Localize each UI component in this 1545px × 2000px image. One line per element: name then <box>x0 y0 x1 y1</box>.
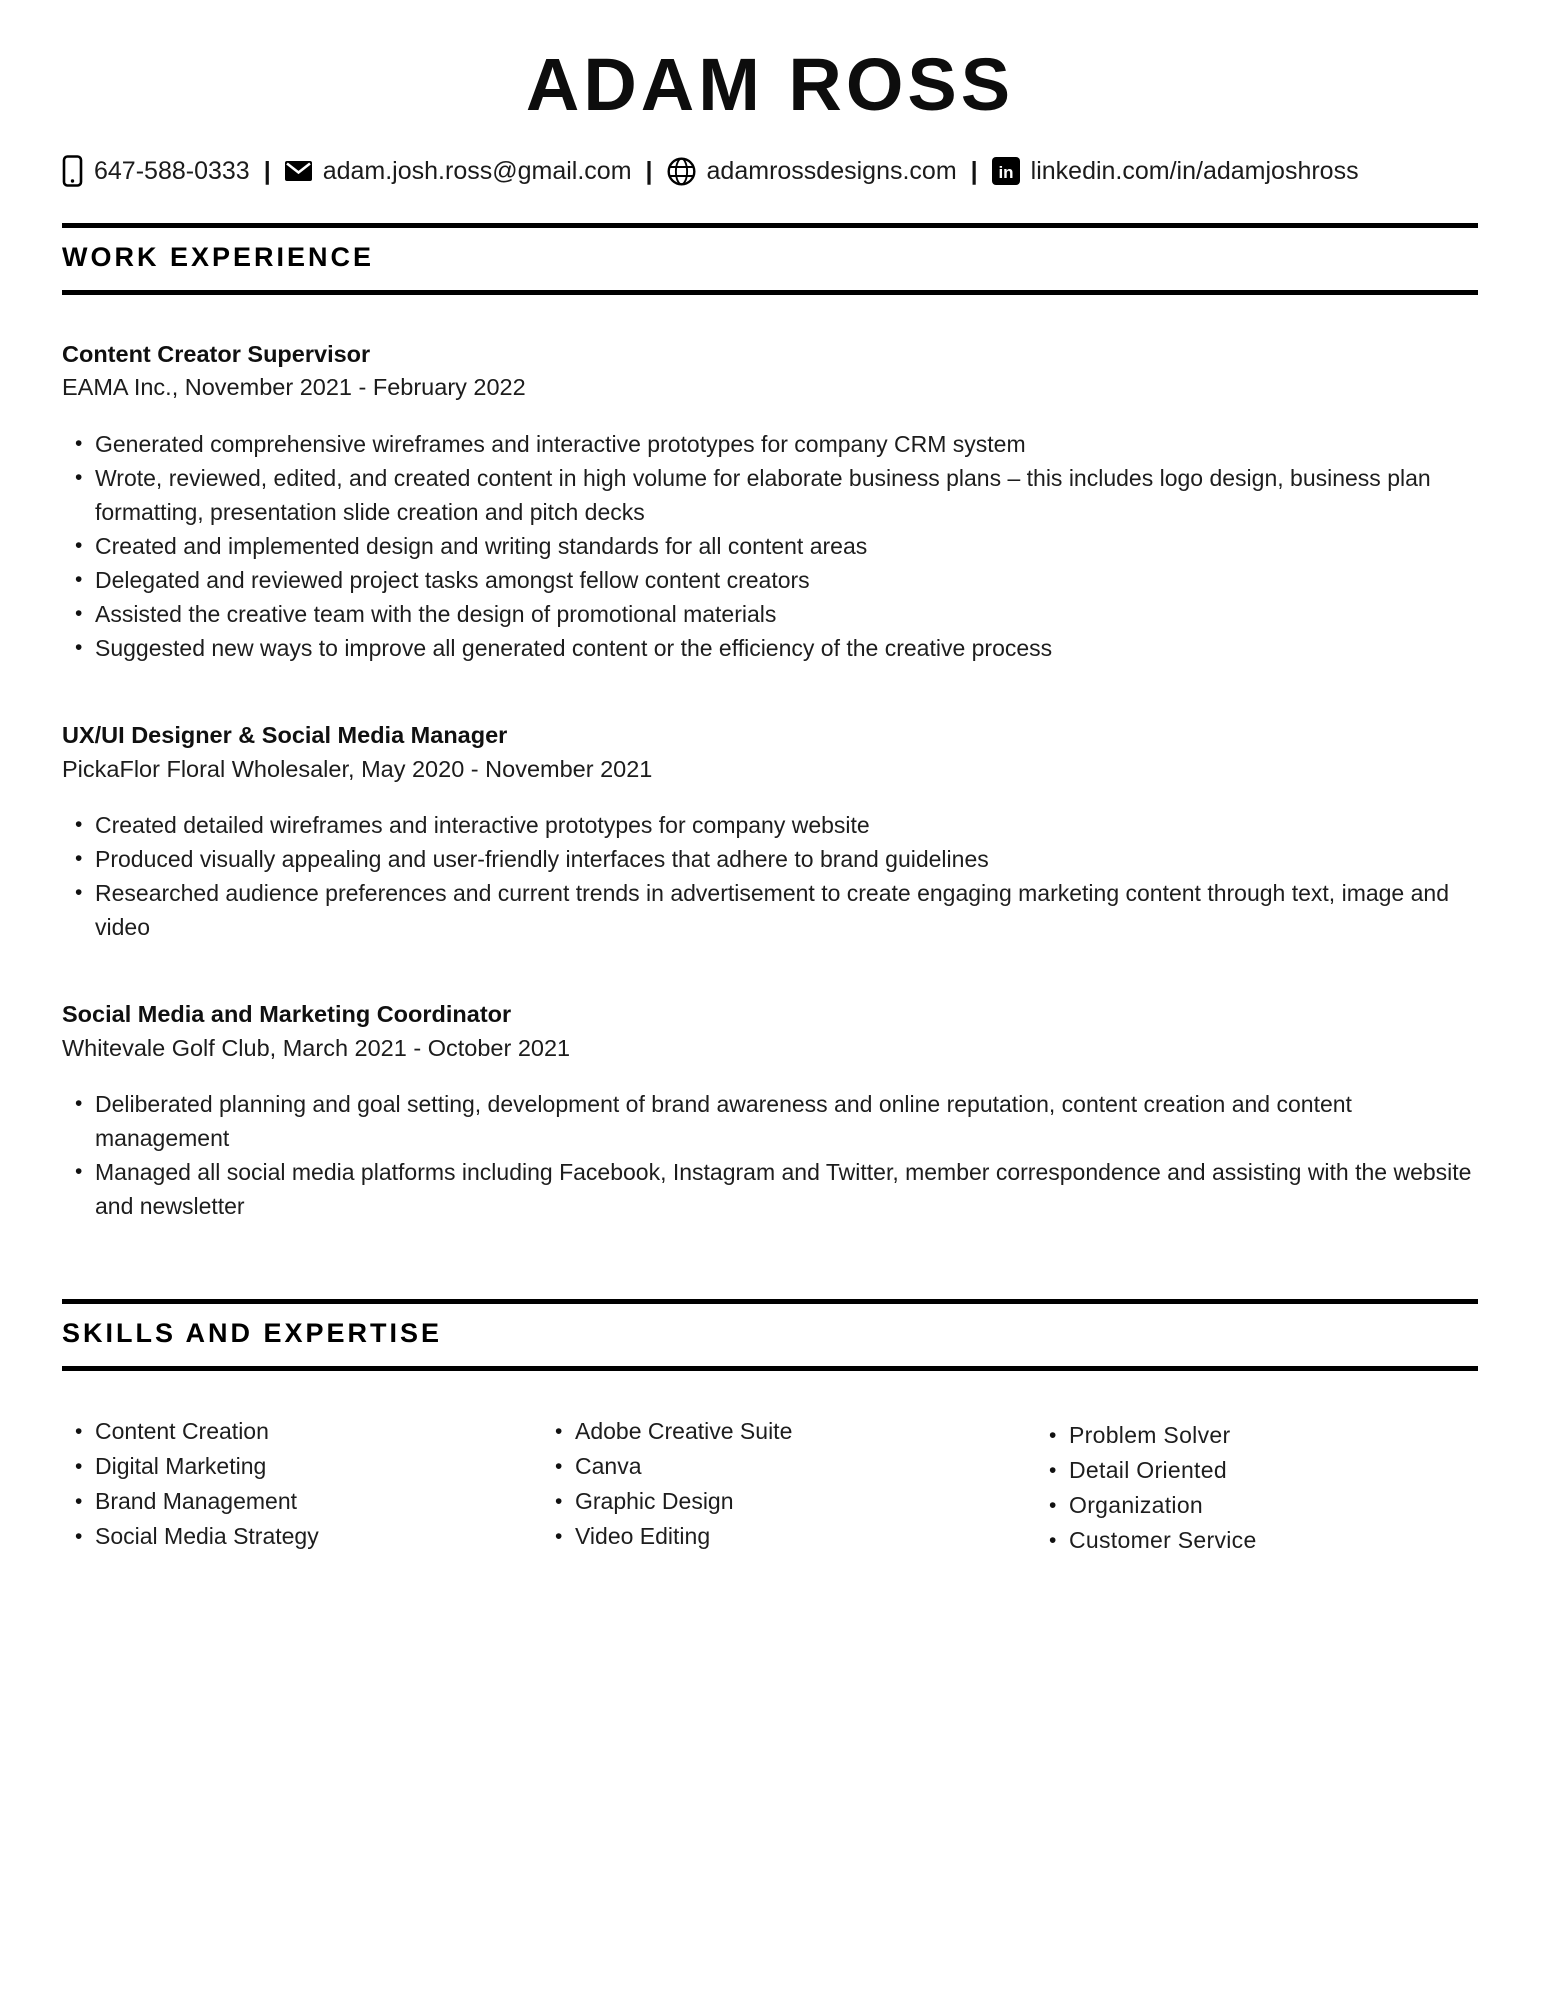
job-bullet: • Deliberated planning and goal setting, development of brand awareness and online reputation, content creation and content management <box>62 1087 1478 1155</box>
job-bullet-list <box>62 808 1478 944</box>
job-bullet: • Created detailed wireframes and interactive prototypes for company website <box>62 808 1478 842</box>
job-bullet: • Generated comprehensive wireframes and interactive prototypes for company CRM system <box>62 427 1478 461</box>
website-icon <box>667 157 696 186</box>
skill-item: • Brand Management <box>62 1484 534 1519</box>
job-title: UX/UI Designer & Social Media Manager <box>62 721 508 748</box>
skill-item: • Adobe Creative Suite <box>542 1414 1006 1449</box>
contact-item <box>62 155 250 187</box>
skills-column-3 <box>1006 1414 1478 1558</box>
contact-separator: | <box>645 156 653 185</box>
skill-item: • Graphic Design <box>542 1484 1006 1519</box>
job-bullet: • Delegated and reviewed project tasks amongst fellow content creators <box>62 563 1478 597</box>
job-entry <box>62 720 1478 944</box>
skill-item: • Customer Service <box>1036 1523 1478 1558</box>
contact-text: linkedin.com/in/adamjoshross <box>1030 156 1359 185</box>
job-bullet: • Assisted the creative team with the design of promotional materials <box>62 597 1478 631</box>
job-bullet: • Produced visually appealing and user-friendly interfaces that adhere to brand guidelines <box>62 842 1478 876</box>
job-title: Content Creator Supervisor <box>62 340 371 367</box>
work-experience-section-header <box>62 223 1478 295</box>
job-company-dates: PickaFlor Floral Wholesaler, May 2020 - November 2021 <box>62 755 653 782</box>
job-bullet: • Managed all social media platforms including Facebook, Instagram and Twitter, member correspondence and assisting with the website and newsletter <box>62 1155 1478 1223</box>
contact-separator: | <box>263 156 271 185</box>
skill-item: • Organization <box>1036 1488 1478 1523</box>
linkedin-icon <box>992 157 1020 185</box>
job-bullet: • Wrote, reviewed, edited, and created content in high volume for elaborate business plans – this includes logo design, business plan formatting, presentation slide creation and pitch decks <box>62 461 1478 529</box>
contact-item <box>667 157 957 186</box>
skills-column-1 <box>62 1414 534 1558</box>
contact-separator: | <box>970 156 978 185</box>
contact-text: adamrossdesigns.com <box>706 156 957 185</box>
skill-item: • Detail Oriented <box>1036 1453 1478 1488</box>
job-company-dates: Whitevale Golf Club, March 2021 - October 2021 <box>62 1034 571 1061</box>
skill-item: • Problem Solver <box>1036 1418 1478 1453</box>
job-bullet: • Researched audience preferences and current trends in advertisement to create engaging marketing content through text, image and video <box>62 876 1478 944</box>
skills-section-header <box>62 1299 1478 1371</box>
phone-icon <box>62 155 83 187</box>
job-company-dates: EAMA Inc., November 2021 - February 2022 <box>62 374 526 401</box>
contact-item <box>992 157 1359 186</box>
job-bullet-list <box>62 427 1478 665</box>
job-title: Social Media and Marketing Coordinator <box>62 1001 512 1028</box>
skill-item: • Video Editing <box>542 1519 1006 1554</box>
skill-item: • Digital Marketing <box>62 1449 534 1484</box>
jobs-list <box>62 339 1478 1224</box>
person-name: ADAM ROSS <box>525 43 1015 126</box>
work-experience-title: WORK EXPERIENCE <box>62 242 375 272</box>
contact-text: adam.josh.ross@gmail.com <box>322 156 632 185</box>
job-bullet: • Suggested new ways to improve all generated content or the efficiency of the creative process <box>62 631 1478 665</box>
skills-title: SKILLS AND EXPERTISE <box>62 1318 443 1349</box>
contact-item <box>285 157 632 186</box>
job-entry <box>62 339 1478 665</box>
skill-item: • Content Creation <box>62 1414 534 1449</box>
email-icon <box>285 161 312 181</box>
contact-text: 647-588-0333 <box>94 156 250 185</box>
job-bullet: • Created and implemented design and writing standards for all content areas <box>62 529 1478 563</box>
skill-item: • Social Media Strategy <box>62 1519 534 1554</box>
skills-grid <box>62 1414 1478 1558</box>
skills-column-2 <box>534 1414 1006 1558</box>
contact-row <box>62 155 1478 187</box>
svg-text:in: in <box>998 163 1014 182</box>
job-bullet-list <box>62 1087 1478 1223</box>
skill-item: • Canva <box>542 1449 1006 1484</box>
job-entry <box>62 999 1478 1223</box>
